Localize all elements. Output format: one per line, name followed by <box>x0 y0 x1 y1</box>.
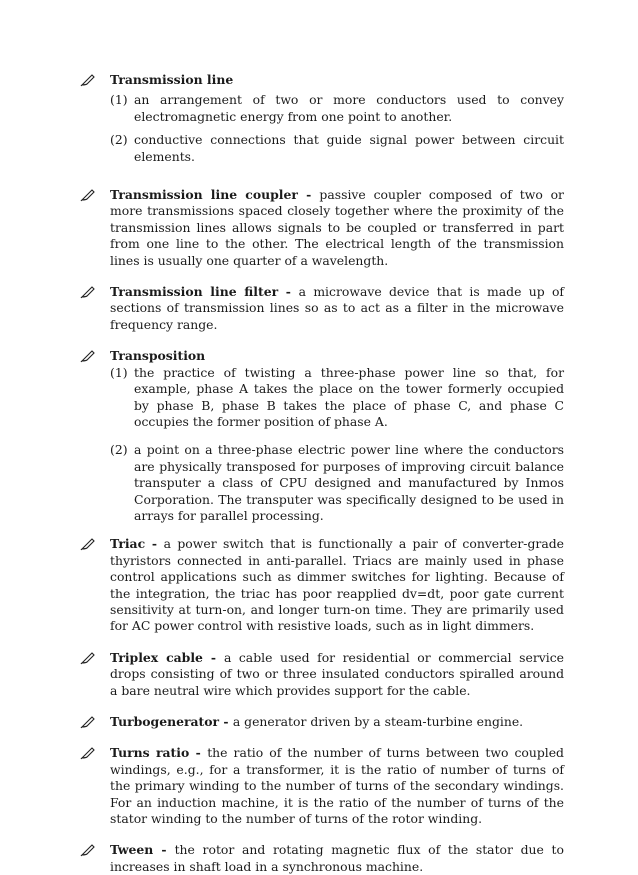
entry-definition: a cable used for residential or commercial service drops consisting of two or three insulated conductors spiralled around a bare neutral wire which provides support for the cable. <box>110 649 564 698</box>
entry-term: Triplex cable <box>110 649 203 665</box>
entry-subitem <box>80 442 564 524</box>
entry-term: Transmission line <box>110 72 234 87</box>
glossary-entry: Tween - the rotor and rotating magnetic flux of the stator due to increases in shaft load in a synchronous machine. <box>80 842 564 875</box>
subitem-text: a point on a three-phase electric power line where the conductors are physically transposed for purposes of improving circuit balance transputer a class of CPU designed and manufactured by Inmos Corporation. The transputer was specifically designed to be used in arrays for parallel processing. <box>134 442 564 523</box>
pen-bullet-icon <box>80 537 96 551</box>
entry-definition: the rotor and rotating magnetic flux of the stator due to increases in shaft load in a synchronous machine. <box>110 842 564 874</box>
glossary-entry <box>80 348 564 364</box>
entry-term: Turbogenerator <box>110 714 220 729</box>
subitem-number: (1) <box>110 364 128 380</box>
pen-bullet-icon <box>80 285 96 299</box>
entry-term: Transposition <box>110 348 206 364</box>
glossary-entry: Transmission line filter - a microwave device that is made up of sections of transmission lines so as to act as a filter in the microwave frequency range. <box>80 284 564 333</box>
glossary-entry: Turns ratio - the ratio of the number of turns between two coupled windings, e.g., for a transformer, it is the ratio of number of turns of the primary winding to the number of turns of the secondary windings. For an induction machine, it is the ratio of the number of turns of the stator winding to the number of turns of the rotor winding. <box>80 745 564 827</box>
entry-subitem <box>80 365 564 431</box>
entry-definition: a power switch that is functionally a pair of converter-grade thyristors connected in anti-parallel. Triacs are mainly used in phase control applications such as dimmer switches for lighting. Because of the integration, the triac has poor reapplied dv=dt, poor gate current sensitivity at turn-on, and longer turn-on time. They are primarily used for AC power control with resistive loads, such as in light dimmers. <box>110 536 564 634</box>
subitem-text: conductive connections that guide signal power between circuit elements. <box>134 132 564 164</box>
pen-bullet-icon <box>80 651 96 665</box>
entry-definition: a generator driven by a steam-turbine engine. <box>232 714 524 729</box>
entry-definition: the ratio of the number of turns between two coupled windings, e.g., for a transformer, it is the ratio of number of turns of the primary winding to the number of turns of the secondary windings. For an induction machine, it is the ratio of the number of turns of the stator winding to the number of turns of the rotor winding. <box>110 745 564 827</box>
pen-bullet-icon <box>80 349 96 363</box>
pen-bullet-icon <box>80 73 96 87</box>
entry-definition: passive coupler composed of two or more transmissions spaced closely together where the proximity of the transmission lines allows signals to be coupled or transferred in part from one line to the other. The electrical length of the transmission lines is usually one quarter of a wavelength. <box>110 187 564 268</box>
glossary-entry: Triplex cable - a cable used for residential or commercial service drops consisting of two or three insulated conductors spiralled around a bare neutral wire which provides support for the cable. <box>80 650 564 699</box>
glossary-entry: Triac - a power switch that is functionally a pair of converter-grade thyristors connected in anti-parallel. Triacs are mainly used in phase control applications such as dimmer switches for lighting. Because of the integration, the triac has poor reapplied dv=dt, poor gate current sensitivity at turn-on, and longer turn-on time. They are primarily used for AC power control with resistive loads, such as in light dimmers. <box>80 536 564 634</box>
entry-term: Transmission line coupler <box>110 187 298 203</box>
subitem-number: (2) <box>110 442 128 458</box>
glossary-entry <box>80 72 564 88</box>
glossary-entry: Turbogenerator - a generator driven by a steam-turbine engine. <box>80 714 564 730</box>
subitem-text: the practice of twisting a three-phase power line so that, for example, phase A takes the place on the tower formerly occupied by phase B, phase B takes the place of phase C, and phase C occupies the former position of phase A. <box>134 364 564 429</box>
pen-bullet-icon <box>80 843 96 857</box>
entry-subitem <box>80 92 564 125</box>
glossary-entry: Transmission line coupler - passive coupler composed of two or more transmissions spaced closely together where the proximity of the transmission lines allows signals to be coupled or transferred in part from one line to the other. The electrical length of the transmission lines is usually one quarter of a wavelength. <box>80 187 564 269</box>
subitem-number: (1) <box>110 92 128 108</box>
pen-bullet-icon <box>80 715 96 729</box>
subitem-text: an arrangement of two or more conductors used to convey electromagnetic energy from one point to another. <box>134 92 564 124</box>
entry-subitem <box>80 132 564 165</box>
entry-term: Transmission line filter <box>110 284 279 300</box>
pen-bullet-icon <box>80 746 96 760</box>
entry-term: Tween <box>110 842 154 858</box>
entry-definition: a microwave device that is made up of sections of transmission lines so as to act as a filter in the microwave frequency range. <box>110 284 564 332</box>
pen-bullet-icon <box>80 188 96 202</box>
subitem-number: (2) <box>110 132 128 148</box>
entry-term: Turns ratio <box>110 745 190 761</box>
entry-term: Triac <box>110 536 146 552</box>
